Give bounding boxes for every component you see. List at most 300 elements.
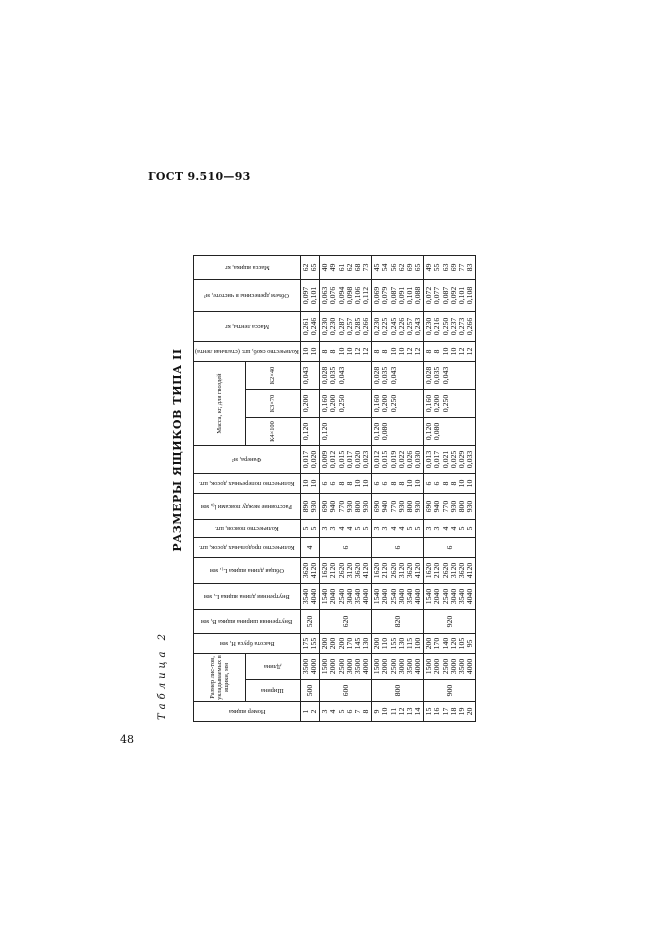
beam-height-value: 110: [380, 637, 390, 650]
box-number-value: 8: [361, 709, 371, 714]
cross-boards-value: 8: [336, 481, 346, 486]
total-length-value: 3120: [344, 562, 354, 579]
total-length-value: 1620: [424, 562, 434, 579]
ties-count: [424, 342, 476, 362]
box-number-value: 11: [388, 707, 398, 716]
sheet-length: [300, 654, 319, 680]
ties-count-value: 8: [380, 349, 390, 354]
plywood-value: 0,017: [300, 450, 310, 469]
belts: [424, 520, 476, 538]
plywood-value: 0,025: [448, 450, 458, 469]
total-length-value: 3620: [456, 562, 466, 579]
box-number-value: 10: [380, 707, 390, 716]
plywood-value: 0,015: [336, 450, 346, 469]
wood-volume-value: 0,087: [440, 286, 450, 305]
beam-height-value: 200: [424, 637, 434, 650]
tape-mass: [424, 312, 476, 342]
table-header-row: [194, 256, 246, 722]
tape-mass: [372, 312, 424, 342]
belt-distance-value: 940: [380, 500, 390, 513]
box-number-value: 12: [396, 707, 406, 716]
beam-height: [300, 634, 319, 654]
col-length: Длина: [245, 654, 300, 680]
box-number-value: 2: [309, 709, 319, 714]
belt-distance: [424, 494, 476, 520]
plywood-value: 0,012: [372, 450, 382, 469]
long-boards: 6: [320, 538, 372, 558]
col-tape-mass: Масса ленты, кг: [194, 312, 301, 342]
belt-distance-value: 800: [404, 500, 414, 513]
wood-volume-value: 0,092: [448, 286, 458, 305]
tape-mass-value: 0,225: [380, 317, 390, 336]
box-mass: [424, 256, 476, 280]
belts-value: 5: [300, 526, 310, 531]
cross-boards-value: 10: [413, 479, 423, 488]
belt-distance: [300, 494, 319, 520]
nails-k4-value: 0,080: [380, 422, 390, 441]
wood-volume-value: 0,112: [361, 286, 371, 305]
belts-value: 4: [344, 526, 354, 531]
tape-mass-value: 0,273: [456, 317, 466, 336]
beam-height-value: 120: [448, 637, 458, 650]
wood-volume-value: 0,079: [380, 286, 390, 305]
plywood-value: 0,033: [465, 450, 475, 469]
box-number-value: 19: [456, 707, 466, 716]
col-long-boards: Количество продольных досок, шт.: [194, 538, 301, 558]
total-length: [320, 558, 372, 584]
total-length-value: 2620: [388, 562, 398, 579]
tape-mass: [320, 312, 372, 342]
box-mass-value: 40: [320, 263, 330, 272]
beam-height-value: 95: [465, 639, 475, 648]
plywood-value: 0,020: [352, 450, 362, 469]
beam-height-value: 155: [388, 637, 398, 650]
col-k4: К4×100: [245, 418, 300, 446]
wood-volume-value: 0,077: [432, 286, 442, 305]
wood-volume-value: 0,072: [424, 286, 434, 305]
total-length-value: 2620: [336, 562, 346, 579]
box-number-value: 7: [352, 709, 362, 714]
total-length-value: 4120: [361, 562, 371, 579]
belt-distance-value: 930: [396, 500, 406, 513]
belt-distance-value: 940: [432, 500, 442, 513]
sheet-length-value: 3500: [352, 658, 362, 675]
nails-k2-value: 0,035: [432, 366, 442, 385]
col-plywood: Фанера, м²: [194, 446, 301, 474]
wood-volume-value: 0,101: [309, 286, 319, 305]
inner-length-value: 2040: [380, 588, 390, 605]
inner-width: 920: [424, 610, 476, 634]
plywood-value: 0,023: [361, 450, 371, 469]
ties-count: [300, 342, 319, 362]
inner-length-value: 3540: [456, 588, 466, 605]
inner-width: 620: [320, 610, 372, 634]
box-number: [424, 702, 476, 722]
sheet-length-value: 2000: [432, 658, 442, 675]
plywood-value: 0,029: [456, 450, 466, 469]
box-mass-value: 49: [328, 263, 338, 272]
beam-height-value: 140: [440, 637, 450, 650]
inner-length-value: 1540: [424, 588, 434, 605]
nails-k3-value: 0,200: [432, 394, 442, 413]
cross-boards-value: 10: [456, 479, 466, 488]
sheet-width: 900: [424, 680, 476, 702]
plywood-value: 0,017: [344, 450, 354, 469]
cross-boards-value: 6: [372, 481, 382, 486]
sheet-length-value: 3500: [300, 658, 310, 675]
sheet-length-value: 1500: [372, 658, 382, 675]
cross-boards-value: 6: [328, 481, 338, 486]
sheet-length-value: 2500: [388, 658, 398, 675]
sheet-length-value: 3500: [404, 658, 414, 675]
box-number-value: 5: [336, 709, 346, 714]
wood-volume-value: 0,094: [336, 286, 346, 305]
box-mass-value: 49: [424, 263, 434, 272]
ties-count-value: 10: [300, 347, 310, 356]
sheet-length-value: 4000: [413, 658, 423, 675]
total-length: [372, 558, 424, 584]
box-number-value: 6: [344, 709, 354, 714]
wood-volume-value: 0,106: [352, 286, 362, 305]
belt-distance-value: 930: [309, 500, 319, 513]
table-row-group: [300, 256, 319, 722]
plywood-value: 0,013: [424, 450, 434, 469]
box-mass-value: 61: [336, 263, 346, 272]
col-inner-length: Внутренняя длина ящика L, мм: [194, 584, 301, 610]
col-k2: К2×40: [245, 362, 300, 390]
ties-count-value: 12: [352, 347, 362, 356]
nails-k4-value: 0,120: [320, 422, 330, 441]
belt-distance-value: 800: [352, 500, 362, 513]
col-beam-height: Высота бруса H, мм: [194, 634, 301, 654]
wood-volume-value: 0,101: [404, 286, 414, 305]
inner-length-value: 2540: [388, 588, 398, 605]
total-length-value: 3620: [404, 562, 414, 579]
sheet-length: [372, 654, 424, 680]
nails-k3-value: 0,250: [388, 394, 398, 413]
nails-k2-value: 0,043: [300, 366, 310, 385]
col-total-length: Общая длина ящика L₁, мм: [194, 558, 301, 584]
ties-count-value: 8: [432, 349, 442, 354]
belts-value: 5: [361, 526, 371, 531]
inner-length-value: 2040: [328, 588, 338, 605]
cross-boards-value: 10: [404, 479, 414, 488]
nails-k2-value: 0,043: [336, 366, 346, 385]
box-mass-value: 63: [440, 263, 450, 272]
beam-height-value: 175: [300, 637, 310, 650]
inner-length-value: 3040: [448, 588, 458, 605]
tape-mass: [300, 312, 319, 342]
total-length-value: 4120: [309, 562, 319, 579]
belt-distance-value: 770: [336, 500, 346, 513]
plywood: [424, 446, 476, 474]
tape-mass-value: 0,230: [320, 317, 330, 336]
col-belts: Количество поясов, шт.: [194, 520, 301, 538]
wood-volume-value: 0,098: [344, 286, 354, 305]
box-mass-value: 54: [380, 263, 390, 272]
col-k3: К3×70: [245, 390, 300, 418]
inner-length-value: 4040: [361, 588, 371, 605]
belts: [300, 520, 319, 538]
plywood-value: 0,020: [309, 450, 319, 469]
inner-length: [424, 584, 476, 610]
box-mass-value: 69: [404, 263, 414, 272]
nails-k3-value: 0,160: [320, 394, 330, 413]
nails-k2-value: 0,028: [424, 366, 434, 385]
belts-value: 3: [328, 526, 338, 531]
rotated-table-block: [155, 170, 510, 730]
sheet-width: 600: [320, 680, 372, 702]
table-label: Таблица 2: [157, 629, 168, 720]
plywood-value: 0,021: [440, 450, 450, 469]
nails-k2-value: 0,028: [372, 366, 382, 385]
belts-value: 5: [352, 526, 362, 531]
nails-k2-value: 0,043: [440, 366, 450, 385]
box-number-value: 17: [440, 707, 450, 716]
belts-value: 5: [309, 526, 319, 531]
belt-distance-value: 690: [424, 500, 434, 513]
tape-mass-value: 0,237: [448, 317, 458, 336]
belt-distance-value: 690: [320, 500, 330, 513]
box-number-value: 9: [372, 709, 382, 714]
cross-boards-value: 6: [320, 481, 330, 486]
tape-mass-value: 0,266: [361, 317, 371, 336]
tape-mass-value: 0,285: [352, 317, 362, 336]
table-row-group: [320, 256, 372, 722]
nails-k3-value: 0,200: [380, 394, 390, 413]
nails-k4-value: 0,120: [372, 422, 382, 441]
beam-height-value: 200: [320, 637, 330, 650]
inner-length-value: 2040: [432, 588, 442, 605]
total-length-value: 3620: [300, 562, 310, 579]
belts: [320, 520, 372, 538]
col-box-mass: Масса ящика, кг: [194, 256, 301, 280]
cross-boards-value: 6: [432, 481, 442, 486]
tape-mass-value: 0,261: [300, 317, 310, 336]
ties-count: [320, 342, 372, 362]
nails-k3: [424, 390, 476, 418]
box-mass-value: 77: [456, 263, 466, 272]
belt-distance-value: 800: [456, 500, 466, 513]
ties-count-value: 10: [396, 347, 406, 356]
nails-k2-value: 0,035: [328, 366, 338, 385]
cross-boards-value: 8: [344, 481, 354, 486]
box-mass: [372, 256, 424, 280]
beam-height-value: 130: [361, 637, 371, 650]
cross-boards-value: 10: [352, 479, 362, 488]
inner-length-value: 3040: [344, 588, 354, 605]
cross-boards-value: 8: [388, 481, 398, 486]
sheet-length-value: 2500: [440, 658, 450, 675]
inner-length-value: 3540: [352, 588, 362, 605]
box-mass-value: 73: [361, 263, 371, 272]
beam-height-value: 200: [328, 637, 338, 650]
wood-volume-value: 0,069: [372, 286, 382, 305]
belt-distance-value: 930: [413, 500, 423, 513]
inner-length-value: 3540: [300, 588, 310, 605]
col-sheet-size: Размер лис-тов, укладываемых в ящики, мм: [194, 654, 246, 702]
wood-volume: [372, 280, 424, 312]
beam-height: [372, 634, 424, 654]
total-length: [300, 558, 319, 584]
belts: [372, 520, 424, 538]
sheet-length-value: 2500: [336, 658, 346, 675]
sheet-length-value: 4000: [361, 658, 371, 675]
ties-count-value: 12: [456, 347, 466, 356]
total-length-value: 4120: [465, 562, 475, 579]
sheet-length-value: 2000: [328, 658, 338, 675]
inner-length-value: 3040: [396, 588, 406, 605]
plywood-value: 0,022: [396, 450, 406, 469]
box-number: [372, 702, 424, 722]
box-mass: [320, 256, 372, 280]
wood-volume-value: 0,101: [456, 286, 466, 305]
nails-k2: [424, 362, 476, 390]
total-length-value: 3120: [396, 562, 406, 579]
col-width: Ширина: [245, 680, 300, 702]
plywood: [320, 446, 372, 474]
tape-mass-value: 0,230: [328, 317, 338, 336]
box-mass-value: 62: [300, 263, 310, 272]
box-number-value: 16: [432, 707, 442, 716]
wood-volume-value: 0,063: [320, 286, 330, 305]
nails-k3: [300, 390, 319, 418]
sheet-length: [424, 654, 476, 680]
inner-length: [320, 584, 372, 610]
inner-length-value: 2540: [440, 588, 450, 605]
belts-value: 5: [456, 526, 466, 531]
cross-boards-value: 8: [440, 481, 450, 486]
cross-boards: [320, 474, 372, 494]
tape-mass-value: 0,230: [372, 317, 382, 336]
wood-volume-value: 0,087: [388, 286, 398, 305]
nails-k2: [372, 362, 424, 390]
plywood-value: 0,009: [320, 450, 330, 469]
nails-k3: [320, 390, 372, 418]
beam-height-value: 115: [404, 637, 414, 650]
beam-height-value: 170: [344, 637, 354, 650]
box-mass-value: 55: [432, 263, 442, 272]
wood-volume-value: 0,076: [328, 286, 338, 305]
box-number-value: 14: [413, 707, 423, 716]
belt-distance: [320, 494, 372, 520]
belts-value: 5: [404, 526, 414, 531]
box-mass: [300, 256, 319, 280]
belt-distance-value: 890: [300, 500, 310, 513]
nails-k2-value: 0,043: [388, 366, 398, 385]
tape-mass-value: 0,216: [432, 317, 442, 336]
box-number-value: 3: [320, 709, 330, 714]
ties-count-value: 8: [320, 349, 330, 354]
inner-length-value: 4040: [413, 588, 423, 605]
belt-distance-value: 690: [372, 500, 382, 513]
tape-mass-value: 0,250: [440, 317, 450, 336]
plywood-value: 0,026: [404, 450, 414, 469]
plywood: [300, 446, 319, 474]
col-cross-boards: Количество поперечных досок, шт.: [194, 474, 301, 494]
beam-height-value: 200: [372, 637, 382, 650]
ties-count-value: 10: [448, 347, 458, 356]
belts-value: 3: [372, 526, 382, 531]
belt-distance: [372, 494, 424, 520]
nails-k2: [300, 362, 319, 390]
tape-mass-value: 0,243: [413, 317, 423, 336]
table-body: [300, 256, 475, 722]
document-header: ГОСТ 9.510—93: [148, 170, 251, 183]
ties-count-value: 10: [440, 347, 450, 356]
sheet-length-value: 3500: [456, 658, 466, 675]
box-mass-value: 83: [465, 263, 475, 272]
long-boards: 6: [424, 538, 476, 558]
wood-volume-value: 0,091: [396, 286, 406, 305]
cross-boards-value: 8: [396, 481, 406, 486]
box-mass-value: 65: [413, 263, 423, 272]
tape-mass-value: 0,245: [388, 317, 398, 336]
nails-k2-value: 0,035: [380, 366, 390, 385]
tape-mass-value: 0,266: [465, 317, 475, 336]
tape-mass-value: 0,226: [396, 317, 406, 336]
beam-height-value: 130: [396, 637, 406, 650]
inner-width: 820: [372, 610, 424, 634]
cross-boards-value: 10: [361, 479, 371, 488]
ties-count-value: 10: [336, 347, 346, 356]
cross-boards-value: 10: [300, 479, 310, 488]
beam-height-value: 170: [432, 637, 442, 650]
belts-value: 3: [320, 526, 330, 531]
long-boards: 4: [300, 538, 319, 558]
plywood-value: 0,019: [388, 450, 398, 469]
beam-height-value: 155: [309, 637, 319, 650]
box-number-value: 20: [465, 707, 475, 716]
nails-k4-value: 0,080: [432, 422, 442, 441]
tape-mass-value: 0,246: [309, 317, 319, 336]
belt-distance-value: 770: [388, 500, 398, 513]
sheet-length-value: 2000: [380, 658, 390, 675]
cross-boards-value: 10: [465, 479, 475, 488]
inner-length: [300, 584, 319, 610]
box-mass-value: 68: [352, 263, 362, 272]
box-number-value: 1: [300, 709, 310, 714]
sheet-length-value: 4000: [309, 658, 319, 675]
beam-height-value: 145: [352, 637, 362, 650]
total-length-value: 1620: [320, 562, 330, 579]
col-box-no: Номер ящика: [194, 702, 301, 722]
box-number: [300, 702, 319, 722]
nails-k3-value: 0,160: [424, 394, 434, 413]
page-number: 48: [120, 733, 134, 746]
ties-count-value: 12: [465, 347, 475, 356]
col-inner-width: Внутренняя ширина ящика B, мм: [194, 610, 301, 634]
nails-k3-value: 0,200: [300, 394, 310, 413]
total-length-value: 2120: [328, 562, 338, 579]
wood-volume-value: 0,108: [465, 286, 475, 305]
total-length-value: 2120: [432, 562, 442, 579]
nails-k3-value: 0,200: [328, 394, 338, 413]
sheet-length-value: 1500: [424, 658, 434, 675]
tape-mass-value: 0,257: [344, 317, 354, 336]
total-length-value: 3120: [448, 562, 458, 579]
box-number-value: 4: [328, 709, 338, 714]
ties-count-value: 8: [328, 349, 338, 354]
belts-value: 3: [380, 526, 390, 531]
beam-height: [424, 634, 476, 654]
wood-volume: [320, 280, 372, 312]
nails-k4: [320, 418, 372, 446]
sheet-length-value: 3000: [396, 658, 406, 675]
box-mass-value: 65: [309, 263, 319, 272]
nails-k3-value: 0,160: [372, 394, 382, 413]
cross-boards-value: 10: [309, 479, 319, 488]
